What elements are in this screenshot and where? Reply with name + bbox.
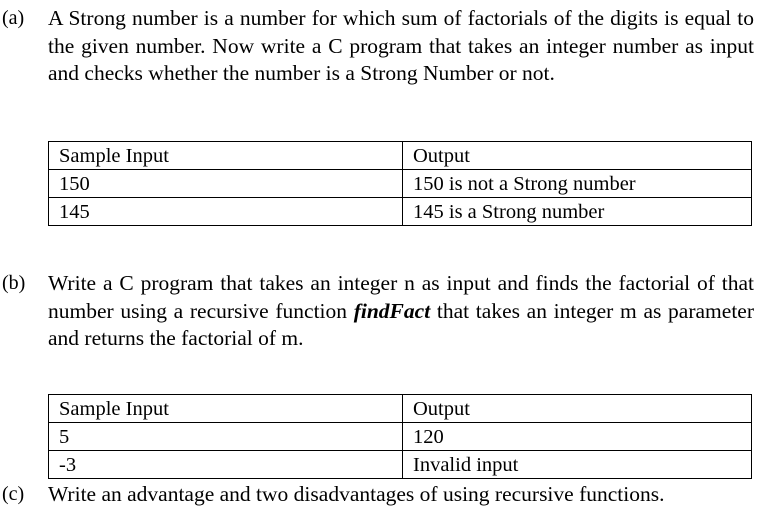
question-c-text: Write an advantage and two disadvantages of using recursive functions. [48,482,665,506]
question-a-label: (a) [2,7,25,29]
question-a-text: A Strong number is a number for which sum of factorials of the digits is equal to the given number. Now write a C program that takes an integer number as input and checks whether the number is a Strong Number or not. [48,6,754,85]
table-header-input: Sample Input [49,395,403,423]
table-cell-output: 150 is not a Strong number [403,170,752,198]
question-b-label: (b) [2,272,26,294]
table-header-input: Sample Input [49,142,403,170]
table-cell-output: 120 [403,423,752,451]
table-header-row [49,395,752,423]
question-c-label: (c) [2,483,25,505]
table-row [49,170,752,198]
table-row [49,423,752,451]
table-header-output: Output [403,142,752,170]
table-cell-output: 145 is a Strong number [403,198,752,226]
table-cell-input: -3 [49,451,403,479]
question-b-text-start: Write a C program that takes an integer n as input and finds the factorial of that number using a recursive function [48,271,754,323]
sample-table-b [48,394,752,479]
table-row [49,198,752,226]
question-b-text [48,270,754,353]
question-b-text-end: that takes an integer m as parameter and returns the factorial of m. [48,298,754,350]
table-cell-output: Invalid input [403,451,752,479]
sample-table-a [48,141,752,226]
table-cell-input: 145 [49,198,403,226]
table-header-output: Output [403,395,752,423]
table-cell-input: 150 [49,170,403,198]
table-header-row [49,142,752,170]
function-name: findFact [353,298,431,323]
table-cell-input: 5 [49,423,403,451]
table-row [49,451,752,479]
